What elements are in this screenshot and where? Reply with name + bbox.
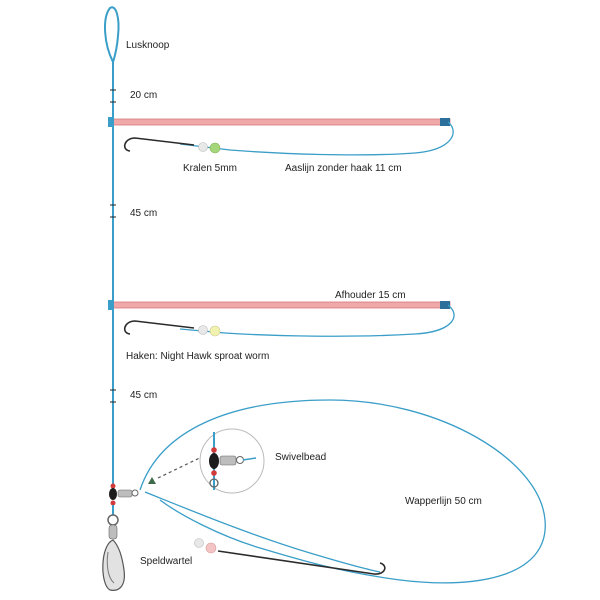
flapper-line: [140, 400, 545, 583]
swivelbead-label: Swivelbead: [275, 452, 327, 463]
snap-swivel-icon: [103, 505, 125, 590]
upper-bead-green: [210, 143, 220, 153]
middle-snood-line: [180, 305, 454, 336]
loop-knot-label: Lusknoop: [126, 40, 170, 51]
middle-bead-white: [199, 326, 208, 335]
snap-swivel-label: Speldwartel: [140, 556, 193, 567]
distance-label-low: 45 cm: [130, 390, 158, 401]
loop-knot-loop: [105, 7, 119, 62]
upper-hook-icon: [125, 138, 194, 151]
bait-line-label: Aaslijn zonder haak 11 cm: [285, 163, 402, 174]
beads-label: Kralen 5mm: [183, 163, 237, 174]
lower-bead-pink: [206, 543, 216, 553]
middle-bead-yellow: [210, 326, 220, 336]
lower-hook-icon: [218, 551, 385, 574]
flapper-label: Wapperlijn 50 cm: [405, 496, 482, 507]
distance-label-middle: 45 cm: [130, 208, 158, 219]
distance-label-top: 20 cm: [130, 90, 158, 101]
lower-bead-white: [195, 539, 204, 548]
upper-boom: [108, 117, 450, 127]
swivelbead-assembly: [109, 484, 138, 506]
upper-bead-white: [199, 143, 208, 152]
hooks-label: Haken: Night Hawk sproat worm: [126, 351, 270, 362]
boom-label: Afhouder 15 cm: [335, 290, 406, 301]
callout-marker-icon: [148, 477, 156, 484]
upper-snood-line: [180, 122, 453, 155]
middle-hook-icon: [125, 321, 194, 334]
